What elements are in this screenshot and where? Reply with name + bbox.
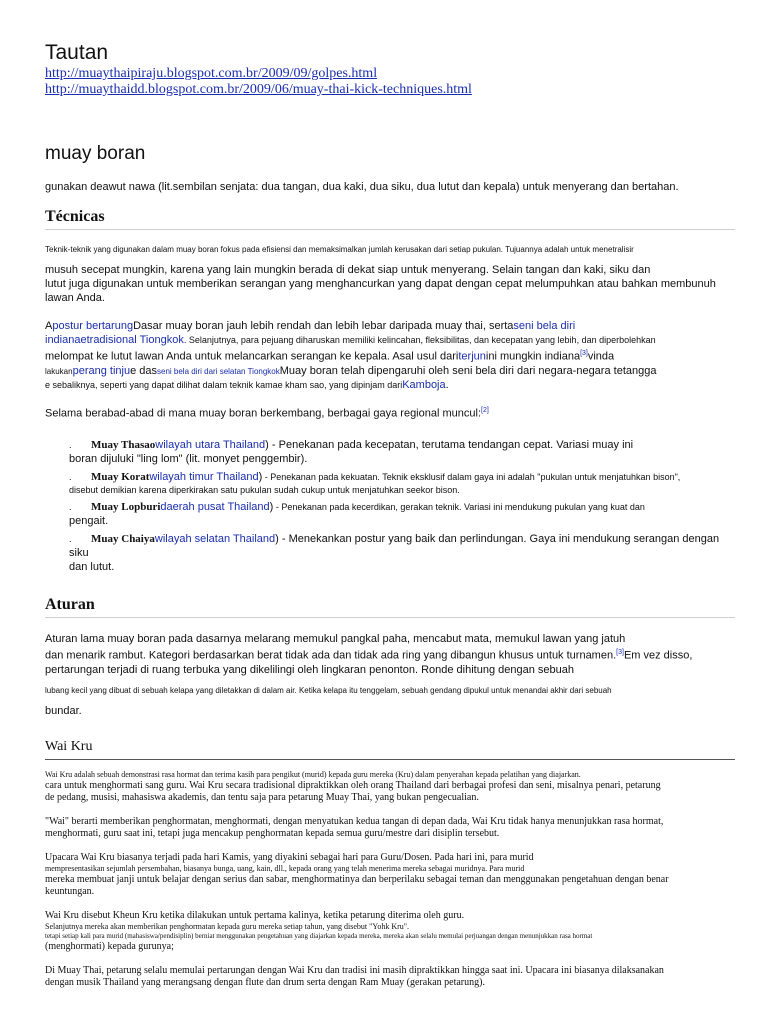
wai-kru-p5-l1: Di Muay Thai, petarung selalu memulai pertarungan dengan Wai Kru dan tradisi ini masih dipraktikkan hingga saat ini. Upacara ini biasanya dilaksanakan: [45, 964, 664, 976]
muay-boran-intro: gunakan deawut nawa (lit.sembilan senjata: dua tangan, dua kaki, dua siku, dua lutut dan kepala) untuk menyerang dan bertahan.: [45, 181, 679, 193]
tecnicas-p2-line1: Apostur bertarungDasar muay boran jauh lebih rendah dan lebih lebar daripada muay thai, sertaseni bela diri: [45, 320, 576, 332]
link-style-region[interactable]: daerah pusat Thailand: [160, 501, 270, 514]
ref-3-link[interactable]: [3]: [616, 649, 624, 657]
wai-kru-p4-l2: Selanjutnya mereka akan memberikan penghormatan kepada guru mereka setiap tahun, yang disebut "Yohk Kru".: [45, 921, 410, 931]
aturan-line2: dan menarik rambut. Kategori berdasarkan berat tidak ada dan tidak ada ring yang dibangun khusus untuk turnamen.[3]Em vez disso,: [45, 649, 693, 662]
ref-3-link[interactable]: [3]: [580, 350, 588, 357]
wai-kru-p1-l2: cara untuk menghormati sang guru. Wai Kru secara tradisional dipraktikkan oleh orang Thailand dari berbagai profesi dan seni, misalnya penari, petarung: [45, 779, 661, 791]
list-item: . Muay Chaiyawilayah selatan Thailand) - Menekankan postur yang baik dan perlindungan. Gaya ini mendukung serangan dengan siku dan lutut.: [69, 533, 720, 574]
wai-kru-p1-l1: Wai Kru adalah sebuah demonstrasi rasa hormat dan terima kasih para pengikut (murid) kepada guru mereka (Kru) dalam penyerahan kepada pelatihan yang diajarkan.: [45, 769, 581, 779]
style-name: Muay Lopburi: [91, 501, 161, 514]
document-page: [45, 40, 735, 989]
wai-kru-paragraph-1: [45, 770, 735, 804]
tecnicas-p2-line3: melompat ke lutut lawan Anda untuk melancarkan serangan ke kepala. Asal usul dariterjunini mungkin indiana[3]vinda: [45, 350, 615, 363]
list-item: . Muay Lopburidaerah pusat Thailand) - Penekanan pada kecerdikan, gerakan teknik. Variasi ini mendukung pukulan yang kuat dan pengait.: [69, 501, 645, 528]
style-name: Muay Thasao: [91, 439, 156, 452]
link-tradisional-tiongkok[interactable]: tradisional Tiongkok: [86, 334, 184, 346]
link-postur-bertarung[interactable]: postur bertarung: [52, 320, 134, 332]
tecnicas-paragraph-3: Selama berabad-abad di mana muay boran berkembang, berbagai gaya regional muncul:[2]: [45, 406, 489, 420]
wai-kru-p3-l2: mempresentasikan sejumlah persembahan, biasanya bunga, uang, kain, dll., kepada orang yang telah menerima mereka sebagai muridnya. Para murid: [45, 863, 525, 873]
ref-2-link[interactable]: [2]: [481, 406, 489, 414]
link-indianae[interactable]: indianae: [45, 334, 87, 346]
link-seni-bela-diri-selatan[interactable]: seni bela diri dari selatan Tiongkok: [157, 366, 280, 376]
wai-kru-paragraph-4: [45, 910, 735, 953]
wai-kru-paragraph-5: [45, 965, 735, 989]
wai-kru-heading: Wai Kru: [45, 738, 735, 760]
aturan-line3: pertarungan terjadi di ruang terbuka yang dikelilingi oleh lingkaran penonton. Ronde dihitung dengan sebuah: [45, 663, 574, 676]
tecnicas-p2-line5: e sebaliknya, seperti yang dapat dilihat dalam teknik kamae kham sao, yang dipinjam dariKamboja.: [45, 378, 449, 391]
tecnicas-paragraph-2: [45, 319, 735, 392]
aturan-line4: lubang kecil yang dibuat di sebuah kelapa yang diletakkan di dalam air. Ketika kelapa itu tenggelam, sebuah gendang dipukul untuk menandai akhir dari sebuah: [45, 685, 612, 695]
wai-kru-p3-l4: keuntungan.: [45, 885, 95, 897]
regional-styles-list: [45, 438, 735, 574]
link-perang-tinju[interactable]: perang tinju: [72, 364, 131, 377]
list-item: . Muay Koratwilayah timur Thailand) - Penekanan pada kekuatan. Teknik eksklusif dalam gaya ini adalah "pukulan untuk menjatuhkan bison", disebut demikian karena diperkirakan satu pukulan sudah cukup untuk menjatuhkan seekor bison.: [69, 471, 681, 496]
tautan-link-1[interactable]: http://muaythaipiraju.blogspot.com.br/2009/09/golpes.html: [45, 66, 378, 81]
link-kamboja[interactable]: Kamboja: [402, 378, 446, 391]
aturan-line5: bundar.: [45, 704, 82, 717]
wai-kru-p3-l3: mereka membuat janji untuk belajar dengan serius dan sabar, menghormatinya dan berperilaku sebagai teman dan menggunakan pengetahuan dengan benar: [45, 873, 669, 885]
tecnicas-p1-line1: Teknik-teknik yang digunakan dalam muay boran fokus pada efisiensi dan memaksimalkan jumlah kerusakan dari setiap pukulan. Tujuannya adalah untuk menetralisir: [45, 245, 634, 254]
link-seni-bela-diri[interactable]: seni bela diri: [513, 320, 576, 332]
list-item: . Muay Thasaowilayah utara Thailand) - Penekanan pada kecepatan, terutama tendangan cepat. Variasi muay ini boran dijuluki "ling lom" (lit. monyet penggembir).: [69, 439, 634, 466]
wai-kru-paragraph-2: [45, 816, 735, 840]
style-name: Muay Korat: [91, 471, 150, 484]
tecnicas-paragraph-1: [45, 244, 735, 305]
tecnicas-heading: Técnicas: [45, 208, 735, 230]
wai-kru-p4-l1: Wai Kru disebut Kheun Kru ketika dilakukan untuk pertama kalinya, ketika petarung diterima oleh guru.: [45, 909, 465, 921]
tautan-heading: Tautan: [45, 41, 109, 64]
wai-kru-p2-l2: menghormati, guru saat ini, tetapi juga mencakup penghormatan kepada semua guru/mestre dari disiplin tersebut.: [45, 827, 500, 839]
aturan-line1: Aturan lama muay boran pada dasarnya melarang memukul pangkal paha, mencabut mata, memukul lawan yang jatuh: [45, 633, 626, 646]
aturan-heading: Aturan: [45, 596, 735, 618]
tautan-link-2[interactable]: http://muaythaidd.blogspot.com.br/2009/06/muay-thai-kick-techniques.html: [45, 82, 472, 97]
link-style-region[interactable]: wilayah selatan Thailand: [154, 533, 276, 546]
tecnicas-p2-line4: lakukanperang tinjue dasseni bela diri dari selatan TiongkokMuay boran telah dipengaruhi oleh seni bela diri dari negara-negara tetangga: [45, 364, 657, 377]
tecnicas-p2-line2: indianaetradisional Tiongkok. Selanjutnya, para pejuang diharuskan memiliki kelincahan, fleksibilitas, dan kecepatan yang lebih, dan diperbolehkan: [45, 334, 656, 346]
tecnicas-p1-line2: musuh secepat mungkin, karena yang lain mungkin berada di dekat siap untuk menyerang. Selain tangan dan kaki, siku dan: [45, 264, 651, 276]
tecnicas-p1-line3: lutut juga digunakan untuk memberikan serangan yang menghancurkan yang dapat dengan cepat melumpuhkan atau bahkan membunuh lawan Anda.: [45, 278, 716, 304]
wai-kru-p4-l4: (menghormati) kepada gurunya;: [45, 940, 174, 952]
link-terjun[interactable]: terjun: [458, 350, 486, 363]
wai-kru-p3-l1: Upacara Wai Kru biasanya terjadi pada hari Kamis, yang diyakini sebagai hari para Guru/Dosen. Pada hari ini, para murid: [45, 851, 534, 863]
aturan-paragraph: [45, 632, 735, 718]
muay-boran-heading: muay boran: [45, 143, 146, 164]
wai-kru-p4-l3: tetapi setiap kali para murid (mahasiswa/pendisiplin) berniat menggunakan pengetahuan yang diajarkan kepada mereka, mereka akan selalu memulai perjuangan dengan menunjukkan rasa hormat: [45, 931, 593, 940]
link-style-region[interactable]: wilayah timur Thailand: [149, 471, 259, 484]
tautan-links: [45, 66, 735, 98]
wai-kru-paragraph-3: [45, 852, 735, 898]
style-name: Muay Chaiya: [91, 533, 155, 546]
link-style-region[interactable]: wilayah utara Thailand: [155, 439, 266, 452]
wai-kru-p1-l3: de pedang, musisi, mahasiswa akademis, dan tentu saja para petarung Muay Thai, yang bukan pengecualian.: [45, 791, 479, 803]
wai-kru-p2-l1: "Wai" berarti memberikan penghormatan, menghormati, dengan menyatukan kedua tangan di depan dada, Wai Kru tidak hanya menunjukkan rasa hormat,: [45, 815, 664, 827]
wai-kru-p5-l2: dengan musik Thailand yang merangsang dengan flute dan drum serta dengan Ram Muay (gerakan petarung).: [45, 976, 485, 988]
